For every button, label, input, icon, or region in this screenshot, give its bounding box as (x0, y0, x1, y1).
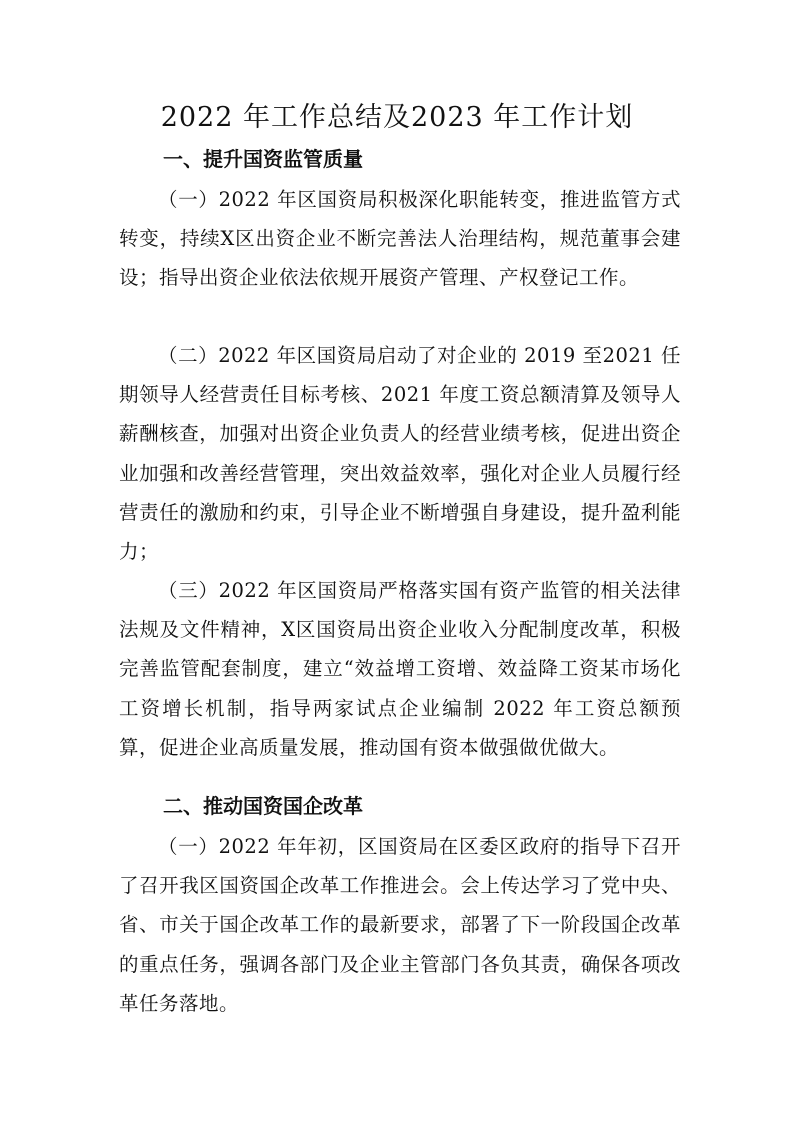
document-title: 2022 年工作总结及2023 年工作计划 (160, 102, 634, 133)
paragraph-2-1: （一）2022 年年初，区国资局在区委区政府的指导下召开了召开我区国资国企改革工作推进会。会上传达学习了党中央、省、市关于国企改革工作的最新要求，部署了下一阶段国企改革的重点任务，强调各部门及企业主管部门各负其责，确保各项改革任务落地。 (119, 835, 681, 1015)
section-heading-2: 二、推动国资国企改革 (163, 794, 363, 818)
paragraph-1-3: （三）2022 年区国资局严格落实国有资产监管的相关法律法规及文件精神，X区国资局出资企业收入分配制度改革，积极完善监管配套制度，建立“效益增工资增、效益降工资某市场化工资增长机制，指导两家试点企业编制 2022 年工资总额预算，促进企业高质量发展，推动国有资本做强做优做大。 (119, 579, 681, 759)
paragraph-1-1: （一）2022 年区国资局积极深化职能转变，推进监管方式转变，持续X区出资企业不断完善法人治理结构，规范董事会建设；指导出资企业依法依规开展资产管理、产权登记工作。 (119, 188, 681, 290)
paragraph-1-2: （二）2022 年区国资局启动了对企业的 2019 至2021 任期领导人经营责任目标考核、2021 年度工资总额清算及领导人薪酬核查，加强对出资企业负责人的经营业绩考核，促进出资企业加强和改善经营管理，突出效益效率，强化对企业人员履行经营责任的激励和约束，引导企业不断增强自身建设，提升盈利能力； (119, 344, 681, 564)
section-heading-1: 一、提升国资监管质量 (163, 147, 363, 171)
